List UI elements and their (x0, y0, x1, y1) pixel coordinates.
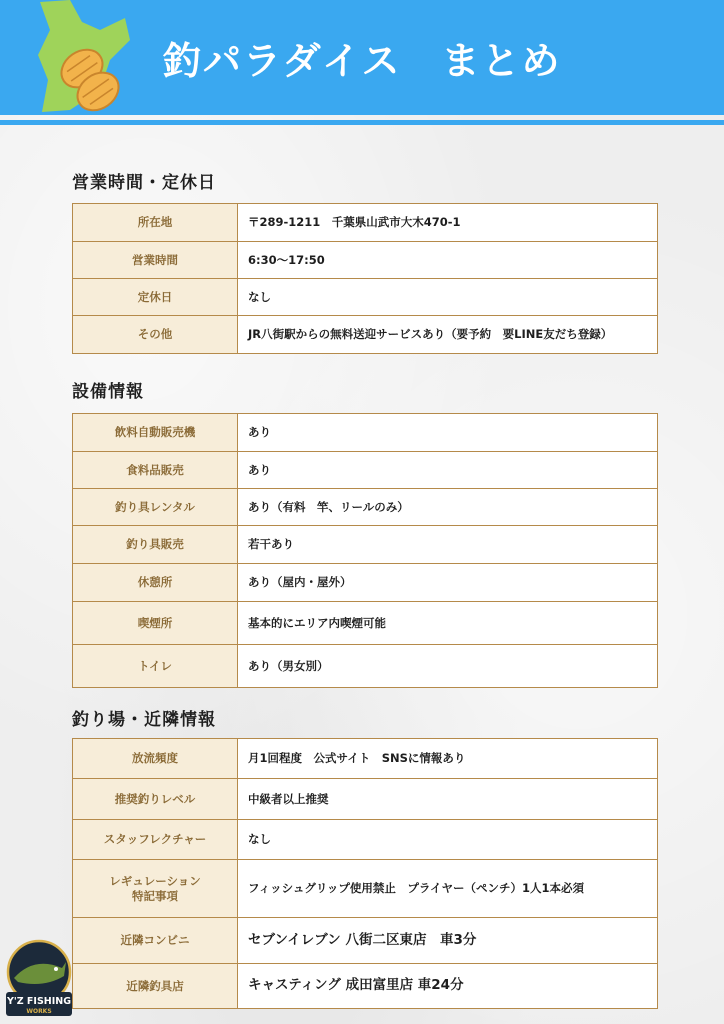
table-row (73, 779, 658, 820)
row-label: 近隣釣具店 (73, 964, 238, 1009)
row-label: 放流頻度 (73, 739, 238, 779)
row-label: 所在地 (73, 204, 238, 242)
row-label: 釣り具レンタル (73, 489, 238, 526)
row-value: 基本的にエリア内喫煙可能 (238, 602, 658, 645)
row-value: あり (238, 414, 658, 452)
row-label-line: レギュレーション (109, 873, 201, 888)
chiba-peanut-logo-icon (30, 0, 140, 115)
row-label: 喫煙所 (73, 602, 238, 645)
row-label: 休憩所 (73, 564, 238, 602)
table-row (73, 860, 658, 918)
row-value: キャスティング 成田富里店 車24分 (238, 964, 658, 1009)
row-value: 中級者以上推奨 (238, 779, 658, 820)
table-row (73, 489, 658, 526)
row-label: その他 (73, 316, 238, 354)
header-divider (0, 120, 724, 125)
row-label: 近隣コンビニ (73, 918, 238, 964)
row-label: スタッフレクチャー (73, 820, 238, 860)
table-row (73, 602, 658, 645)
facilities-table (72, 413, 658, 688)
section-title-facilities: 設備情報 (72, 382, 144, 402)
table-row (73, 414, 658, 452)
fishing-table (72, 738, 658, 1009)
section-title-hours: 営業時間・定休日 (72, 173, 216, 193)
table-row (73, 316, 658, 354)
row-value: セブンイレブン 八街二区東店 車3分 (238, 918, 658, 964)
row-label: 定休日 (73, 279, 238, 316)
row-label: 営業時間 (73, 242, 238, 279)
section-title-fishing: 釣り場・近隣情報 (72, 710, 216, 730)
table-row (73, 645, 658, 688)
yz-fishing-works-logo-icon (4, 938, 74, 1018)
table-row (73, 739, 658, 779)
row-value: 〒289-1211 千葉県山武市大木470-1 (238, 204, 658, 242)
row-value: あり（有料 竿、リールのみ） (238, 489, 658, 526)
row-value: 月1回程度 公式サイト SNSに情報あり (238, 739, 658, 779)
row-label: 食料品販売 (73, 452, 238, 489)
table-row (73, 526, 658, 564)
badge-text-line1: Y'Z FISHING (6, 996, 72, 1007)
row-value: 若干あり (238, 526, 658, 564)
row-label: 釣り具販売 (73, 526, 238, 564)
row-label: 推奨釣りレベル (73, 779, 238, 820)
table-row (73, 564, 658, 602)
page-title: 釣パラダイス まとめ (163, 39, 562, 83)
row-value: あり（男女別） (238, 645, 658, 688)
badge-text-line2: WORKS (26, 1008, 52, 1015)
row-value: JR八街駅からの無料送迎サービスあり（要予約 要LINE友だち登録） (238, 316, 658, 354)
row-label: トイレ (73, 645, 238, 688)
row-value: あり (238, 452, 658, 489)
row-value: なし (238, 820, 658, 860)
row-value: あり（屋内・屋外） (238, 564, 658, 602)
row-value: フィッシュグリップ使用禁止 プライヤー（ペンチ）1人1本必須 (238, 860, 658, 918)
table-row (73, 820, 658, 860)
table-row (73, 452, 658, 489)
row-label: 飲料自動販売機 (73, 414, 238, 452)
hours-table (72, 203, 658, 354)
row-label (73, 860, 238, 918)
table-row (73, 964, 658, 1009)
table-row (73, 918, 658, 964)
table-row (73, 279, 658, 316)
row-value: 6:30〜17:50 (238, 242, 658, 279)
table-row (73, 242, 658, 279)
row-value: なし (238, 279, 658, 316)
table-row (73, 204, 658, 242)
row-label-line: 特記事項 (132, 888, 178, 903)
